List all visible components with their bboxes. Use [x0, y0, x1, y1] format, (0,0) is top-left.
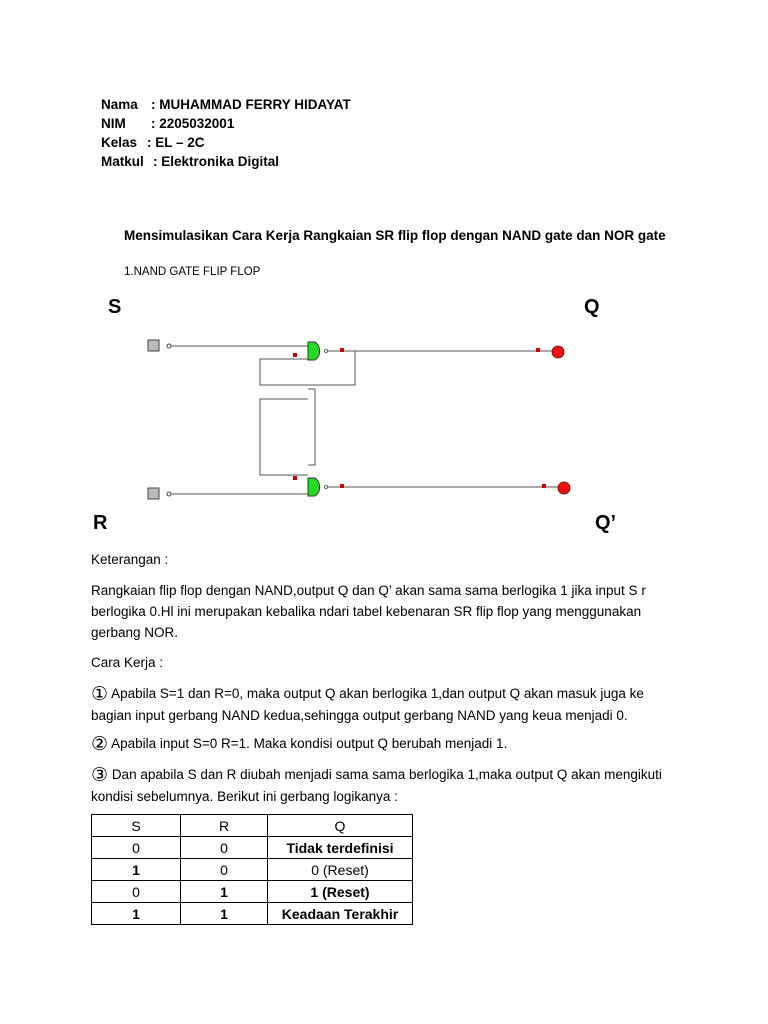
table-header: R — [181, 815, 268, 837]
step-2-number: ② — [91, 734, 109, 755]
table-cell: Keadaan Terakhir — [268, 903, 413, 925]
table-cell: 0 (Reset) — [268, 859, 413, 881]
input-node-s — [167, 344, 171, 348]
wire-feedback-lower — [260, 399, 308, 475]
label-q: Q — [584, 296, 600, 318]
step-1 — [91, 683, 671, 726]
step-2 — [91, 733, 671, 755]
input-switch-r[interactable] — [148, 488, 159, 499]
step-3 — [91, 764, 671, 807]
marker — [340, 348, 344, 352]
step-1-text: Apabila S=1 dan R=0, maka output Q akan berlogika 1,dan output Q akan masuk juga ke bagian input gerbang NAND kedua,sehingga output gerbang NAND yang keua menjadi 0. — [91, 686, 644, 723]
table-cell: 0 — [92, 881, 181, 903]
nand-bubble-top — [325, 350, 328, 353]
wire-feedback-qbar — [308, 389, 315, 465]
table-header: Q — [268, 815, 413, 837]
cara-kerja-heading: Cara Kerja : — [91, 655, 164, 670]
label-q-bar: Q’ — [595, 512, 617, 534]
input-node-r — [167, 492, 171, 496]
nand-gate-bottom — [308, 478, 320, 496]
table-cell: 1 — [181, 881, 268, 903]
keterangan-body: Rangkaian flip flop dengan NAND,output Q dan Q’ akan sama sama berlogika 1 jika input S r berlogika 0.Hl ini merupakan kebalika ndari tabel kebenaran SR flip flop yang menggunakan gerbang NOR. — [91, 583, 646, 640]
table-row — [92, 859, 413, 881]
led-q — [552, 346, 564, 358]
input-switch-s[interactable] — [148, 340, 159, 351]
info-row-kelas — [101, 133, 351, 152]
step-2-text: Apabila input S=0 R=1. Maka kondisi output Q berubah menjadi 1. — [111, 736, 508, 751]
nand-sr-flip-flop-diagram — [140, 325, 580, 505]
kelas-value: : EL – 2C — [147, 135, 205, 150]
matkul-value: : Elektronika Digital — [153, 154, 280, 169]
marker — [293, 476, 297, 480]
table-cell: 1 (Reset) — [268, 881, 413, 903]
student-info — [101, 95, 351, 171]
table-row — [92, 837, 413, 859]
table-cell: 0 — [181, 837, 268, 859]
keterangan-heading: Keterangan : — [91, 552, 169, 567]
nim-value: : 2205032001 — [151, 116, 235, 131]
table-header: S — [92, 815, 181, 837]
document-title: Mensimulasikan Cara Kerja Rangkaian SR flip flop dengan NAND gate dan NOR gate — [124, 228, 666, 243]
table-cell: 1 — [181, 903, 268, 925]
marker — [536, 348, 540, 352]
info-row-matkul — [101, 152, 351, 171]
label-r: R — [93, 512, 108, 534]
step-3-text: Dan apabila S dan R diubah menjadi sama sama berlogika 1,maka output Q akan mengikuti kondisi sebelumnya. Berikut ini gerbang logikanya : — [91, 767, 662, 804]
nama-value: : MUHAMMAD FERRY HIDAYAT — [151, 97, 351, 112]
info-row-nama — [101, 95, 351, 114]
table-cell: 1 — [92, 903, 181, 925]
step-1-number: ① — [91, 684, 109, 705]
nim-label: NIM — [101, 116, 126, 131]
truth-table — [91, 814, 413, 925]
matkul-label: Matkul — [101, 154, 144, 169]
table-cell: 1 — [92, 859, 181, 881]
table-header-row — [92, 815, 413, 837]
marker — [542, 484, 546, 488]
section-heading: 1.NAND GATE FLIP FLOP — [124, 266, 261, 278]
label-s: S — [108, 296, 122, 318]
nand-bubble-bottom — [325, 486, 328, 489]
table-cell: 0 — [181, 859, 268, 881]
marker — [340, 484, 344, 488]
info-row-nim — [101, 114, 351, 133]
marker — [293, 353, 297, 357]
table-row — [92, 881, 413, 903]
table-cell: Tidak terdefinisi — [268, 837, 413, 859]
nama-label: Nama — [101, 97, 138, 112]
step-3-number: ③ — [91, 765, 109, 786]
table-cell: 0 — [92, 837, 181, 859]
table-row — [92, 903, 413, 925]
led-q-bar — [558, 482, 570, 494]
kelas-label: Kelas — [101, 135, 138, 150]
nand-gate-top — [308, 342, 320, 360]
